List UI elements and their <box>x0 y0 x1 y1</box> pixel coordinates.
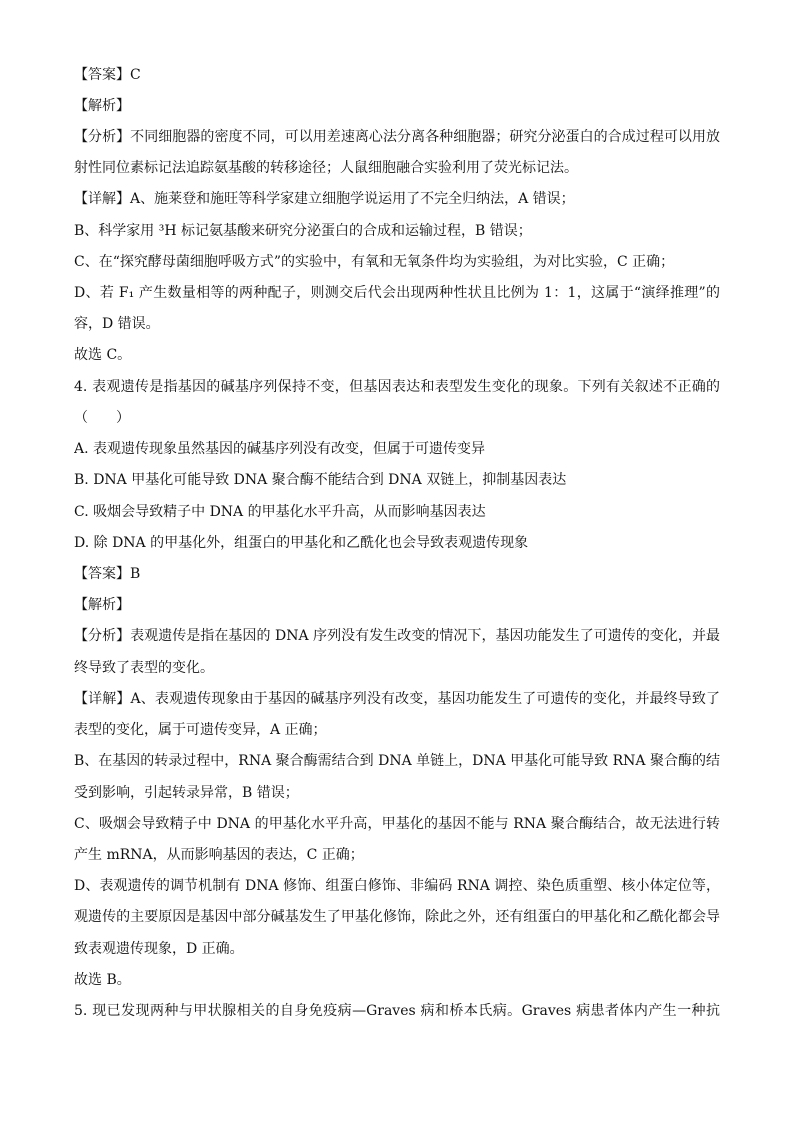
q4-detail-line: 致表观遗传现象，D 正确。 <box>74 940 244 957</box>
q3-analysis-heading: 【解析】 <box>74 97 130 114</box>
q3-detail-line: 【详解】A、施莱登和施旺等科学家建立细胞学说运用了不完全归纳法，A 错误； <box>74 191 575 208</box>
q3-detail-line: 容，D 错误。 <box>74 316 160 333</box>
q4-analysis-heading: 【解析】 <box>74 597 130 614</box>
q4-detail-line: D、表观遗传的调节机制有 DNA 修饰、组蛋白修饰、非编码 RNA 调控、染色质重塑、核小体定位等， <box>74 878 720 895</box>
q4-detail-line: B、在基因的转录过程中，RNA 聚合酶需结合到 DNA 单链上，DNA 甲基化可能导致 RNA 聚合酶的结 <box>74 753 720 770</box>
q3-detail-line: C、在“探究酵母菌细胞呼吸方式”的实验中，有氧和无氧条件均为实验组，为对比实验，C 正确； <box>74 253 675 270</box>
q4-stem-line: （ ） <box>74 409 130 426</box>
q4-option-a: A. 表观遗传现象虽然基因的碱基序列没有改变，但属于可遗传变异 <box>74 441 486 458</box>
q4-analysis-line: 【分析】表观遗传是指在基因的 DNA 序列没有发生改变的情况下，基因功能发生了可遗传的变化，并最 <box>74 628 720 645</box>
q4-option-c: C. 吸烟会导致精子中 DNA 的甲基化水平升高，从而影响基因表达 <box>74 503 486 520</box>
document-page <box>74 60 720 1028</box>
q4-conclusion: 故选 B。 <box>74 971 131 988</box>
q5-stem-line: 5. 现已发现两种与甲状腺相关的自身免疫病—Graves 病和桥本氏病。Graves 病患者体内产生一种抗 <box>74 1003 720 1020</box>
q3-answer: 【答案】C <box>74 66 141 83</box>
q4-stem-line: 4. 表观遗传是指基因的碱基序列保持不变，但基因表达和表型发生变化的现象。下列有关叙述不正确的 <box>74 378 720 395</box>
q4-answer: 【答案】B <box>74 566 141 582</box>
q4-detail-line: 受到影响，引起转录异常，B 错误； <box>74 784 299 801</box>
q3-conclusion: 故选 C。 <box>74 347 132 364</box>
q4-detail-line: 观遗传的主要原因是基因中部分碱基发生了甲基化修饰，除此之外，还有组蛋白的甲基化和乙酰化都会导 <box>74 909 720 926</box>
q4-option-d: D. 除 DNA 的甲基化外，组蛋白的甲基化和乙酰化也会导致表观遗传现象 <box>74 534 529 551</box>
q3-analysis-line: 射性同位素标记法追踪氨基酸的转移途径；人鼠细胞融合实验利用了荧光标记法。 <box>74 160 578 177</box>
q3-detail-line: D、若 F₁ 产生数量相等的两种配子，则测交后代会出现两种性状且比例为 1：1，这属于“演绎推理”的 <box>74 285 720 302</box>
q4-option-b: B. DNA 甲基化可能导致 DNA 聚合酶不能结合到 DNA 双链上，抑制基因表达 <box>74 472 567 489</box>
q4-detail-line: 表型的变化，属于可遗传变异，A 正确； <box>74 722 327 739</box>
q3-analysis-line: 【分析】不同细胞器的密度不同，可以用差速离心法分离各种细胞器；研究分泌蛋白的合成过程可以用放 <box>74 128 720 145</box>
q3-detail-line: B、科学家用 ³H 标记氨基酸来研究分泌蛋白的合成和运输过程，B 错误； <box>74 222 532 239</box>
q4-detail-line: C、吸烟会导致精子中 DNA 的甲基化水平升高，甲基化的基因不能与 RNA 聚合酶结合，故无法进行转 <box>74 815 720 832</box>
q4-analysis-line: 终导致了表型的变化。 <box>74 659 214 676</box>
q4-detail-line: 【详解】A、表观遗传现象由于基因的碱基序列没有改变，基因功能发生了可遗传的变化，并最终导致了 <box>74 690 720 707</box>
q4-detail-line: 产生 mRNA，从而影响基因的表达，C 正确； <box>74 846 364 863</box>
